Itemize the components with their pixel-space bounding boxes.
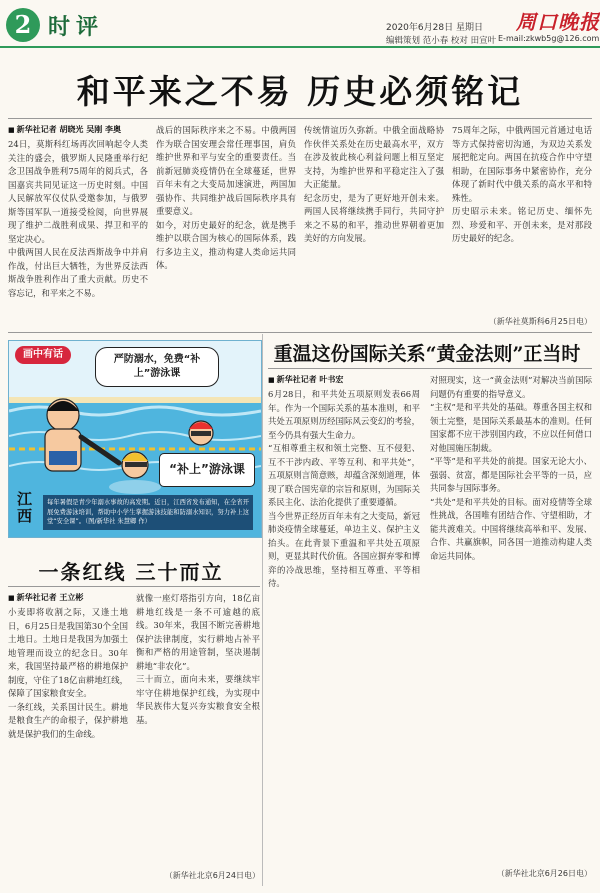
article2-column-1: 6月28日，和平共处五项原则发表66周年。作为一个国际关系的基本准则，和平共处五项原则历经国际风云变幻的考验，至今仍具有强大生命力。 “互相尊重主权和领土完整、互不侵犯、互不干涉内政、平等互利、和平共处”，五项原则言简意赅，却蕴含深刻道理，体现了联合国宪章的宗旨和原则，为国际关系民主化、法治化提供了重要遵循。 当今世界正经历百年未有之大变局，新冠肺炎疫情全球蔓延，单边主义、保护主义抬头。在此背景下重温和平共处五项原则，更显其时代价值。各国应摒弃零和博弈的冷战思维，坚持相互尊重、平等相待。 xyxy=(268,389,420,588)
cartoon-sign-text: “补上”游泳课 xyxy=(159,453,255,487)
cartoon-caption-bubble: 严防溺水，免费“补上”游泳课 xyxy=(95,347,219,387)
section-divider xyxy=(8,332,592,333)
headline-rule xyxy=(8,118,592,119)
page-number-badge: 2 xyxy=(6,8,40,42)
cartoon-description: 每年暑假是青少年溺水事故的高发期。近日，江西省发布通知，在全省开展免费游泳培训，帮助中小学生掌握游泳技能和防溺水知识，努力补上这堂“安全课”。（图/新华社 朱慧卿 作） xyxy=(43,495,253,530)
article1-byline: ■ 新华社记者 胡晓光 吴刚 李奥 xyxy=(8,124,148,135)
staff-credits: 编辑策划 范小春 校对 田宣叶 xyxy=(386,36,497,46)
article2-rule xyxy=(268,368,592,369)
article2-column-2: 对照现实，这一“黄金法则”对解决当前国际问题仍有重要的指导意义。 “主权”是和平共处的基础。尊重各国主权和领土完整，是国际关系最基本的准则。任何国家都不应干涉别国内政，不应以任何借口对他国施压制裁。 “平等”是和平共处的前提。国家无论大小、强弱、贫富，都是国际社会平等的一员，应共同参与国际事务。 “共处”是和平共处的目标。面对疫情等全球性挑战，各国唯有团结合作、守望相助，才能共渡难关。中国将继续高举和平、发展、合作、共赢旗帜，同各国一道推动构建人类命运共同体。 xyxy=(430,375,592,561)
article3-column-1: 小麦即将收割之际，又逢土地日，6月25日是我国第30个全国土地日。土地日是我国为加强土地管理而设立的纪念日。30年来，我国坚持最严格的耕地保护制度，守住了18亿亩耕地红线，保障了国家粮食安全。 一条红线，关系国计民生。耕地是粮食生产的命根子，保护耕地就是保护我们的生命线。 xyxy=(8,607,128,739)
article1-source: （新华社莫斯科6月25日电） xyxy=(488,317,592,326)
article2-headline: 重温这份国际关系“黄金法则”正当时 xyxy=(273,343,581,365)
article1-column-2: 战后的国际秩序来之不易。中俄两国作为联合国安理会常任理事国，肩负维护世界和平与安全的重要责任。当前新冠肺炎疫情仍在全球蔓延，世界百年未有之大变局加速演进，两国加强协作、共同维护战后国际秩序具有重要意义。 如今，对历史最好的纪念，就是携手维护以联合国为核心的国际体系，践行多边主义，推动构建人类命运共同体。 xyxy=(156,125,296,270)
article3-byline: ■ 新华社记者 王立彬 xyxy=(8,592,128,603)
article2-source: （新华社北京6月26日电） xyxy=(496,869,592,878)
article3-source: （新华社北京6月24日电） xyxy=(164,871,260,880)
cartoon-province: 江西 xyxy=(17,490,33,525)
article2-byline: ■ 新华社记者 叶书宏 xyxy=(268,374,420,385)
header-rule xyxy=(0,46,600,48)
main-headline: 和平来之不易 历史必须铭记 xyxy=(76,72,524,111)
newspaper-logo: 周口晚报 xyxy=(516,10,600,34)
article1-column-4: 75周年之际，中俄两国元首通过电话等方式保持密切沟通，为双边关系发展把舵定向。两国在抗疫合作中守望相助，在国际事务中紧密协作，充分体现了新时代中俄关系的高水平和特殊性。 历史昭示未来。铭记历史、缅怀先烈、珍爱和平、开创未来，是对那段历史最好的纪念。 xyxy=(452,125,592,243)
article3-headline: 一条红线 三十而立 xyxy=(38,560,224,584)
article3-rule xyxy=(8,586,260,587)
article1-column-1: 24日，莫斯科红场再次回响起令人类关注的盛会，俄罗斯人民隆重举行纪念卫国战争胜利75周年的阅兵式，各国嘉宾共同见证这一历史时刻。中国人民解放军仪仗队受邀参加，与俄罗斯等国军队一道接受检阅，向世界展现了维护二战胜利成果、捍卫和平的坚定决心。 中俄两国人民在反法西斯战争中并肩作战，付出巨大牺牲，为世界反法西斯战争胜利作出了重大贡献。历史不容忘记，和平来之不易。 xyxy=(8,139,148,298)
article3-column-2: 就像一座灯塔指引方向，18亿亩耕地红线是一条不可逾越的底线。30年来，我国不断完善耕地保护法律制度，实行耕地占补平衡和严格的用途管制，坚决遏制耕地“非农化”。 三十而立，面向未来，要继续牢牢守住耕地保护红线，为实现中华民族伟大复兴夯实粮食安全根基。 xyxy=(136,593,260,725)
cartoon-tag-label: 画中有话 xyxy=(15,346,71,364)
column-divider xyxy=(262,334,263,886)
section-title: 时评 xyxy=(48,14,105,40)
issue-date: 2020年6月28日 星期日 xyxy=(386,23,483,33)
cartoon-panel xyxy=(8,340,262,538)
contact-email: E-mail:zkwb5g@126.com xyxy=(498,34,600,43)
article1-column-3: 传统情谊历久弥新。中俄全面战略协作伙伴关系处在历史最高水平，双方在涉及彼此核心利益问题上相互坚定支持，为维护世界和平稳定注入了强大正能量。 纪念历史，是为了更好地开创未来。两国人民将继续携手同行，共同守护来之不易的和平，推动世界朝着更加美好的方向发展。 xyxy=(304,125,444,243)
